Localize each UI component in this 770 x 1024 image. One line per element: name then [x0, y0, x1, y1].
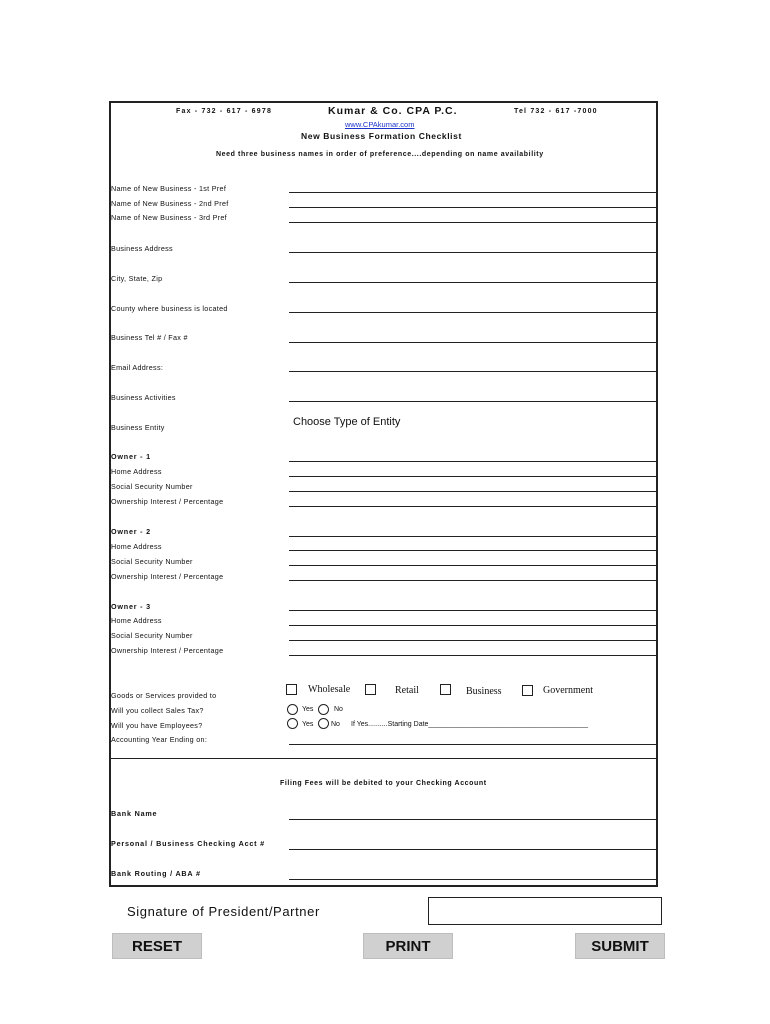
tel-number: Tel 732 - 617 -7000 [514, 108, 598, 115]
fax-number: Fax - 732 - 617 - 6978 [176, 108, 273, 115]
email-field[interactable] [289, 371, 658, 372]
owner-1-ssn-label: Social Security Number [111, 482, 193, 491]
owner-1-ssn-field[interactable] [289, 491, 658, 492]
accounting-year-label: Accounting Year Ending on: [111, 735, 208, 744]
name-3rd-label: Name of New Business - 3rd Pref [111, 213, 227, 222]
owner-1-interest-field[interactable] [289, 506, 658, 507]
tel-fax-label: Business Tel # / Fax # [111, 333, 188, 342]
submit-button[interactable]: SUBMIT [575, 933, 665, 959]
owner-2-interest-label: Ownership Interest / Percentage [111, 572, 224, 581]
wholesale-label: Wholesale [308, 684, 351, 695]
owner-3-home-label: Home Address [111, 616, 162, 625]
sales-tax-label: Will you collect Sales Tax? [111, 706, 204, 715]
filing-fees-note: Filing Fees will be debited to your Checking Account [280, 780, 487, 787]
address-label: Business Address [111, 244, 173, 253]
owner-2-home-label: Home Address [111, 542, 162, 551]
bank-name-label: Bank Name [111, 809, 158, 818]
signature-field[interactable] [428, 897, 662, 925]
bank-routing-field[interactable] [289, 879, 658, 880]
owner-1-title: Owner - 1 [111, 452, 151, 461]
name-2nd-field[interactable] [289, 207, 658, 208]
owner-2-home-field[interactable] [289, 550, 658, 551]
owner-2-ssn-label: Social Security Number [111, 557, 193, 566]
checking-acct-label: Personal / Business Checking Acct # [111, 839, 265, 848]
signature-label: Signature of President/Partner [127, 904, 320, 919]
address-field[interactable] [289, 252, 658, 253]
print-button[interactable]: PRINT [363, 933, 453, 959]
owner-2-ssn-field[interactable] [289, 565, 658, 566]
retail-checkbox[interactable] [365, 684, 376, 695]
tel-fax-field[interactable] [289, 342, 658, 343]
owner-2-name-field[interactable] [289, 536, 658, 537]
sales-tax-no-radio[interactable] [318, 704, 329, 715]
goods-label: Goods or Services provided to [111, 691, 217, 700]
owner-1-interest-label: Ownership Interest / Percentage [111, 497, 224, 506]
name-1st-label: Name of New Business - 1st Pref [111, 184, 227, 193]
name-2nd-label: Name of New Business - 2nd Pref [111, 199, 229, 208]
owner-3-title: Owner - 3 [111, 602, 151, 611]
wholesale-checkbox[interactable] [286, 684, 297, 695]
employees-no-radio[interactable] [318, 718, 329, 729]
owner-3-interest-label: Ownership Interest / Percentage [111, 646, 224, 655]
government-label: Government [543, 685, 593, 696]
form-title: New Business Formation Checklist [301, 131, 462, 141]
owner-3-interest-field[interactable] [289, 655, 658, 656]
owner-1-home-label: Home Address [111, 467, 162, 476]
business-label: Business [466, 686, 502, 697]
sales-tax-yes-label: Yes [302, 706, 314, 713]
owner-3-ssn-field[interactable] [289, 640, 658, 641]
website-link[interactable]: www.CPAkumar.com [345, 120, 415, 129]
county-field[interactable] [289, 312, 658, 313]
owner-3-name-field[interactable] [289, 610, 658, 611]
email-label: Email Address: [111, 363, 164, 372]
section-divider [110, 758, 658, 759]
owner-2-title: Owner - 2 [111, 527, 151, 536]
employees-label: Will you have Employees? [111, 721, 203, 730]
entity-label: Business Entity [111, 423, 165, 432]
activities-field[interactable] [289, 401, 658, 402]
city-state-zip-label: City, State, Zip [111, 274, 163, 283]
employees-no-label: No [331, 721, 340, 728]
names-note: Need three business names in order of preference....depending on name availability [216, 151, 544, 158]
business-checkbox[interactable] [440, 684, 451, 695]
name-1st-field[interactable] [289, 192, 658, 193]
retail-label: Retail [395, 685, 419, 696]
owner-1-name-field[interactable] [289, 461, 658, 462]
owner-3-home-field[interactable] [289, 625, 658, 626]
starting-date-field[interactable]: If Yes..........Starting Date_________________________________________ [351, 721, 589, 728]
accounting-year-field[interactable] [289, 744, 658, 745]
company-name: Kumar & Co. CPA P.C. [328, 105, 458, 117]
bank-name-field[interactable] [289, 819, 658, 820]
checking-acct-field[interactable] [289, 849, 658, 850]
employees-yes-radio[interactable] [287, 718, 298, 729]
employees-yes-label: Yes [302, 721, 314, 728]
owner-3-ssn-label: Social Security Number [111, 631, 193, 640]
city-state-zip-field[interactable] [289, 282, 658, 283]
owner-1-home-field[interactable] [289, 476, 658, 477]
entity-select[interactable]: Choose Type of Entity [293, 416, 401, 428]
sales-tax-no-label: No [334, 706, 343, 713]
name-3rd-field[interactable] [289, 222, 658, 223]
bank-routing-label: Bank Routing / ABA # [111, 869, 201, 878]
government-checkbox[interactable] [522, 685, 533, 696]
sales-tax-yes-radio[interactable] [287, 704, 298, 715]
owner-2-interest-field[interactable] [289, 580, 658, 581]
activities-label: Business Activities [111, 393, 176, 402]
reset-button[interactable]: RESET [112, 933, 202, 959]
county-label: County where business is located [111, 304, 228, 313]
